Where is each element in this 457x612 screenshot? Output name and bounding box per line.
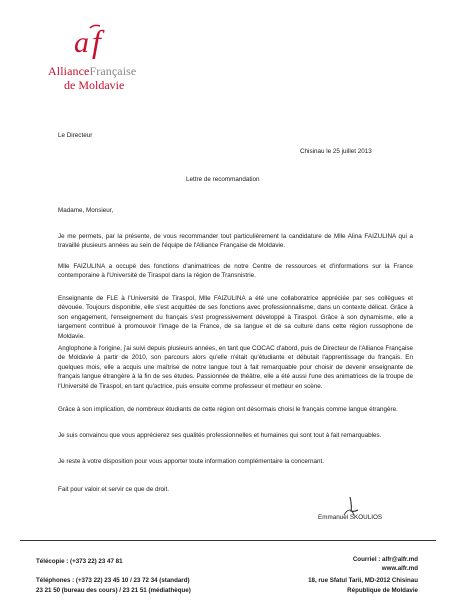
paragraph-5: Grâce à son implication, de nombreux étudiants de cette région ont désormais choisi le français comme langue étrangère.: [58, 406, 398, 413]
footer-phones-1: Téléphones : (+373 22) 23 45 10 / 23 72 34 (standard): [36, 577, 190, 584]
svg-text:f: f: [92, 23, 101, 59]
footer-phones-2: 23 21 50 (bureau des cours) / 23 21 51 (médiathèque): [36, 587, 191, 594]
sender-title: Le Directeur: [58, 132, 93, 139]
signatory-name: Emmanuel SKOULIOS: [318, 514, 383, 521]
paragraph-3: Enseignante de FLE à l'Université de Tiraspol, Mlle FAIZULINA a été une collaboratrice appréciée par ses collègues et dévouée. Toujours disponible, elle s'est acquittée de ses fonctions avec professionnalisme, dans un contexte délicat. Grâce à son engagement, l'enseignement du français s'est progressivement développé à Tiraspol. Grâce à son dynamisme, elle a largement contribué à promouvoir l'image de la France, de sa langue et de sa culture dans cette région russophone de Moldavie.: [58, 295, 413, 340]
footer-email: Courriel : alfr@alfr.md: [352, 556, 418, 563]
logo-name: AllianceFrançaise: [48, 64, 137, 78]
footer-website: www.alfr.md: [381, 565, 418, 572]
letter-subject: Lettre de recommandation: [186, 176, 260, 183]
closing-line: Fait pour valoir et servir ce que de droit.: [58, 486, 169, 493]
paragraph-2: Mlle FAIZULINA a occupé des fonctions d'animatrices de notre Centre de ressources et d'informations sur la France contemporaine à l'Université de Tiraspol dans la région de Transnistrie.: [58, 263, 413, 280]
footer-country: République de Moldavie: [347, 587, 418, 594]
footer-address: 18, rue Sfatul Tarii, MD-2012 Chisinau: [308, 577, 418, 584]
logo-subtitle: de Moldavie: [64, 78, 125, 92]
footer-divider: [20, 540, 436, 541]
date-line: Chisinau le 25 juillet 2013: [300, 148, 372, 155]
svg-text:a: a: [74, 26, 89, 59]
paragraph-7: Je reste à votre disposition pour vous apporter toute information complémentaire la concernant.: [58, 458, 325, 465]
paragraph-4: Anglophone à l'origine, j'ai suivi depuis plusieurs années, en tant que COCAC d'abord, puis de Directeur de l'Alliance Française de Moldavie à partir de 2010, son parcours alors qu'elle n'était qu'étudiante et débutait l'apprentissage du français. En quelques mois, elle a acquis une maîtrise de notre langue tout à fait remarquable pour choisir de devenir enseignante de français langue étrangère à la fin de ses études. Passionnée de théâtre, elle a été aussi l'une des animatrices de la troupe de l'Université de Tiraspol, en tant qu'actrice, puis ensuite comme professeur et metteur en scène.: [58, 345, 413, 390]
footer-fax: Télécopie : (+373 22) 23 47 81: [36, 558, 123, 565]
salutation: Madame, Monsieur,: [58, 207, 114, 214]
alliance-francaise-logo-icon: [70, 22, 118, 62]
paragraph-6: Je suis convaincu que vous apprécierez ses qualités professionnelles et humaines qui sont tout à fait remarquables.: [58, 432, 382, 439]
paragraph-1: Je me permets, par la présente, de vous recommander tout particulièrement la candidature de Mlle Alina FAIZULINA qui a travaillé plusieurs années au sein de l'équipe de l'Alliance Française de Moldavie.: [58, 233, 413, 250]
